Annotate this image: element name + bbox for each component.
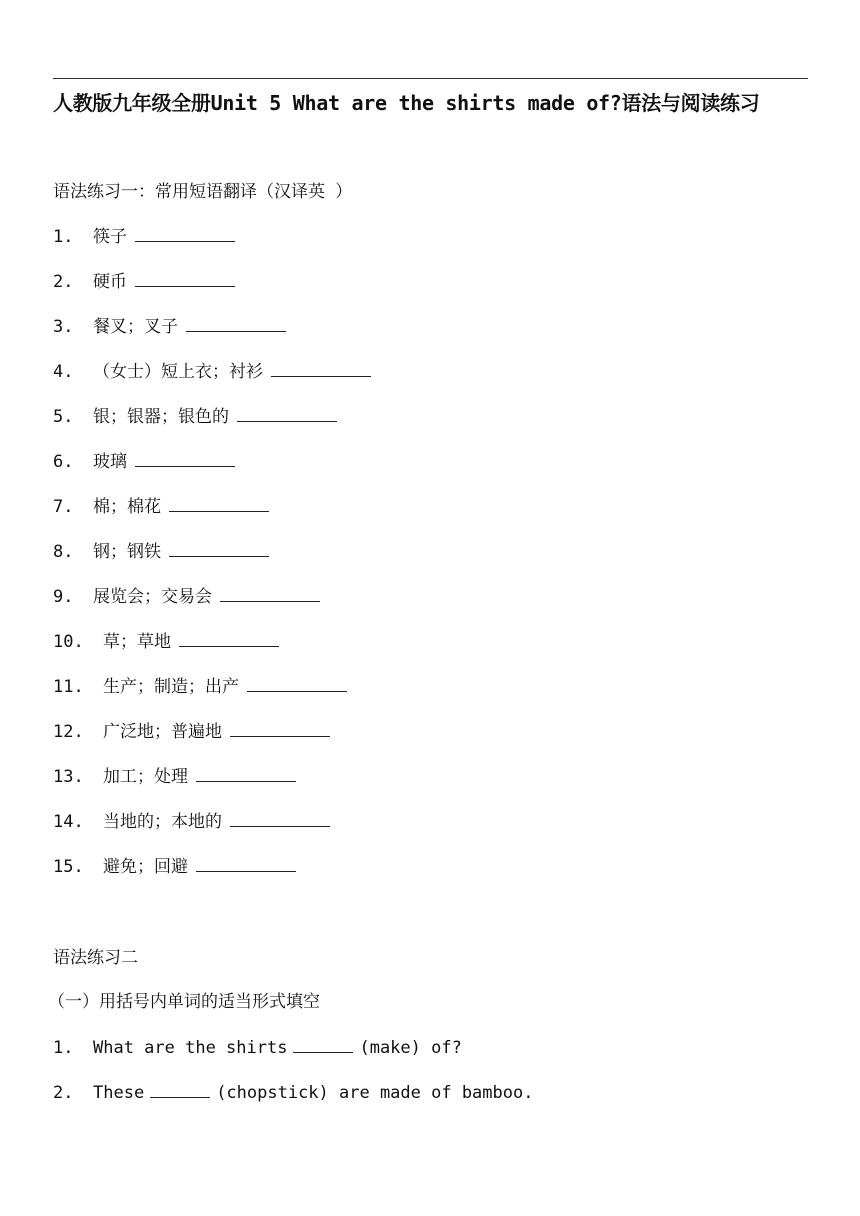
answer-blank[interactable]: [230, 809, 330, 827]
item-number: 1.: [53, 1038, 74, 1058]
item-number: 1.: [53, 227, 74, 247]
item-text: 玻璃: [93, 452, 127, 472]
item-text: 草；草地: [103, 632, 171, 652]
answer-blank[interactable]: [220, 584, 320, 602]
item-text: （女士）短上衣；衬衫: [93, 362, 263, 382]
translation-item: [53, 449, 235, 475]
item-number: 9.: [53, 587, 74, 607]
translation-item: [53, 494, 269, 520]
item-number: 10.: [53, 632, 84, 652]
answer-blank[interactable]: [169, 494, 269, 512]
item-number: 4.: [53, 362, 74, 382]
item-number: 15.: [53, 857, 84, 877]
answer-blank[interactable]: [135, 269, 235, 287]
document-title: 人教版九年级全册Unit 5 What are the shirts made of?语法与阅读练习: [53, 91, 760, 115]
answer-blank[interactable]: [293, 1035, 353, 1053]
translation-item: [53, 584, 320, 610]
answer-blank[interactable]: [169, 539, 269, 557]
translation-item: [53, 539, 269, 565]
item-text: 当地的；本地的: [103, 812, 222, 832]
translation-item: [53, 629, 279, 655]
item-number: 7.: [53, 497, 74, 517]
item-text: 加工；处理: [103, 767, 188, 787]
item-number: 11.: [53, 677, 84, 697]
item-number: 14.: [53, 812, 84, 832]
item-number: 3.: [53, 317, 74, 337]
fill-in-sentence: [53, 1080, 533, 1106]
item-number: 6.: [53, 452, 74, 472]
answer-blank[interactable]: [196, 854, 296, 872]
item-number: 2.: [53, 272, 74, 292]
item-text: 钢；钢铁: [93, 542, 161, 562]
answer-blank[interactable]: [247, 674, 347, 692]
translation-item: [53, 764, 296, 790]
item-text: 硬币: [93, 272, 127, 292]
item-number: 5.: [53, 407, 74, 427]
sentence-before: These: [93, 1083, 145, 1103]
answer-blank[interactable]: [271, 359, 371, 377]
translation-item: [53, 854, 296, 880]
item-text: 筷子: [93, 227, 127, 247]
answer-blank[interactable]: [150, 1080, 210, 1098]
sentence-after: (chopstick) are made of bamboo.: [216, 1083, 534, 1103]
item-number: 13.: [53, 767, 84, 787]
sentence-after: (make) of?: [359, 1038, 462, 1058]
item-text: 生产；制造；出产: [103, 677, 239, 697]
item-text: 展览会；交易会: [93, 587, 212, 607]
item-text: 餐叉；叉子: [93, 317, 178, 337]
answer-blank[interactable]: [237, 404, 337, 422]
translation-item: [53, 224, 235, 250]
answer-blank[interactable]: [186, 314, 286, 332]
section2-subheading: （一）用括号内单词的适当形式填空: [48, 992, 320, 1012]
item-number: 2.: [53, 1083, 74, 1103]
item-text: 银；银器；银色的: [93, 407, 229, 427]
answer-blank[interactable]: [135, 449, 235, 467]
answer-blank[interactable]: [135, 224, 235, 242]
translation-item: [53, 404, 337, 430]
fill-in-sentence: [53, 1035, 462, 1061]
item-text: 避免；回避: [103, 857, 188, 877]
translation-item: [53, 674, 347, 700]
sentence-before: What are the shirts: [93, 1038, 288, 1058]
answer-blank[interactable]: [196, 764, 296, 782]
translation-item: [53, 359, 371, 385]
translation-item: [53, 809, 330, 835]
item-number: 8.: [53, 542, 74, 562]
header-rule: [53, 78, 808, 79]
item-text: 棉；棉花: [93, 497, 161, 517]
section2-heading: 语法练习二: [53, 948, 138, 968]
translation-item: [53, 269, 235, 295]
translation-item: [53, 314, 286, 340]
item-number: 12.: [53, 722, 84, 742]
answer-blank[interactable]: [230, 719, 330, 737]
answer-blank[interactable]: [179, 629, 279, 647]
translation-item: [53, 719, 330, 745]
section1-heading: 语法练习一：常用短语翻译（汉译英 ）: [53, 182, 353, 202]
item-text: 广泛地；普遍地: [103, 722, 222, 742]
